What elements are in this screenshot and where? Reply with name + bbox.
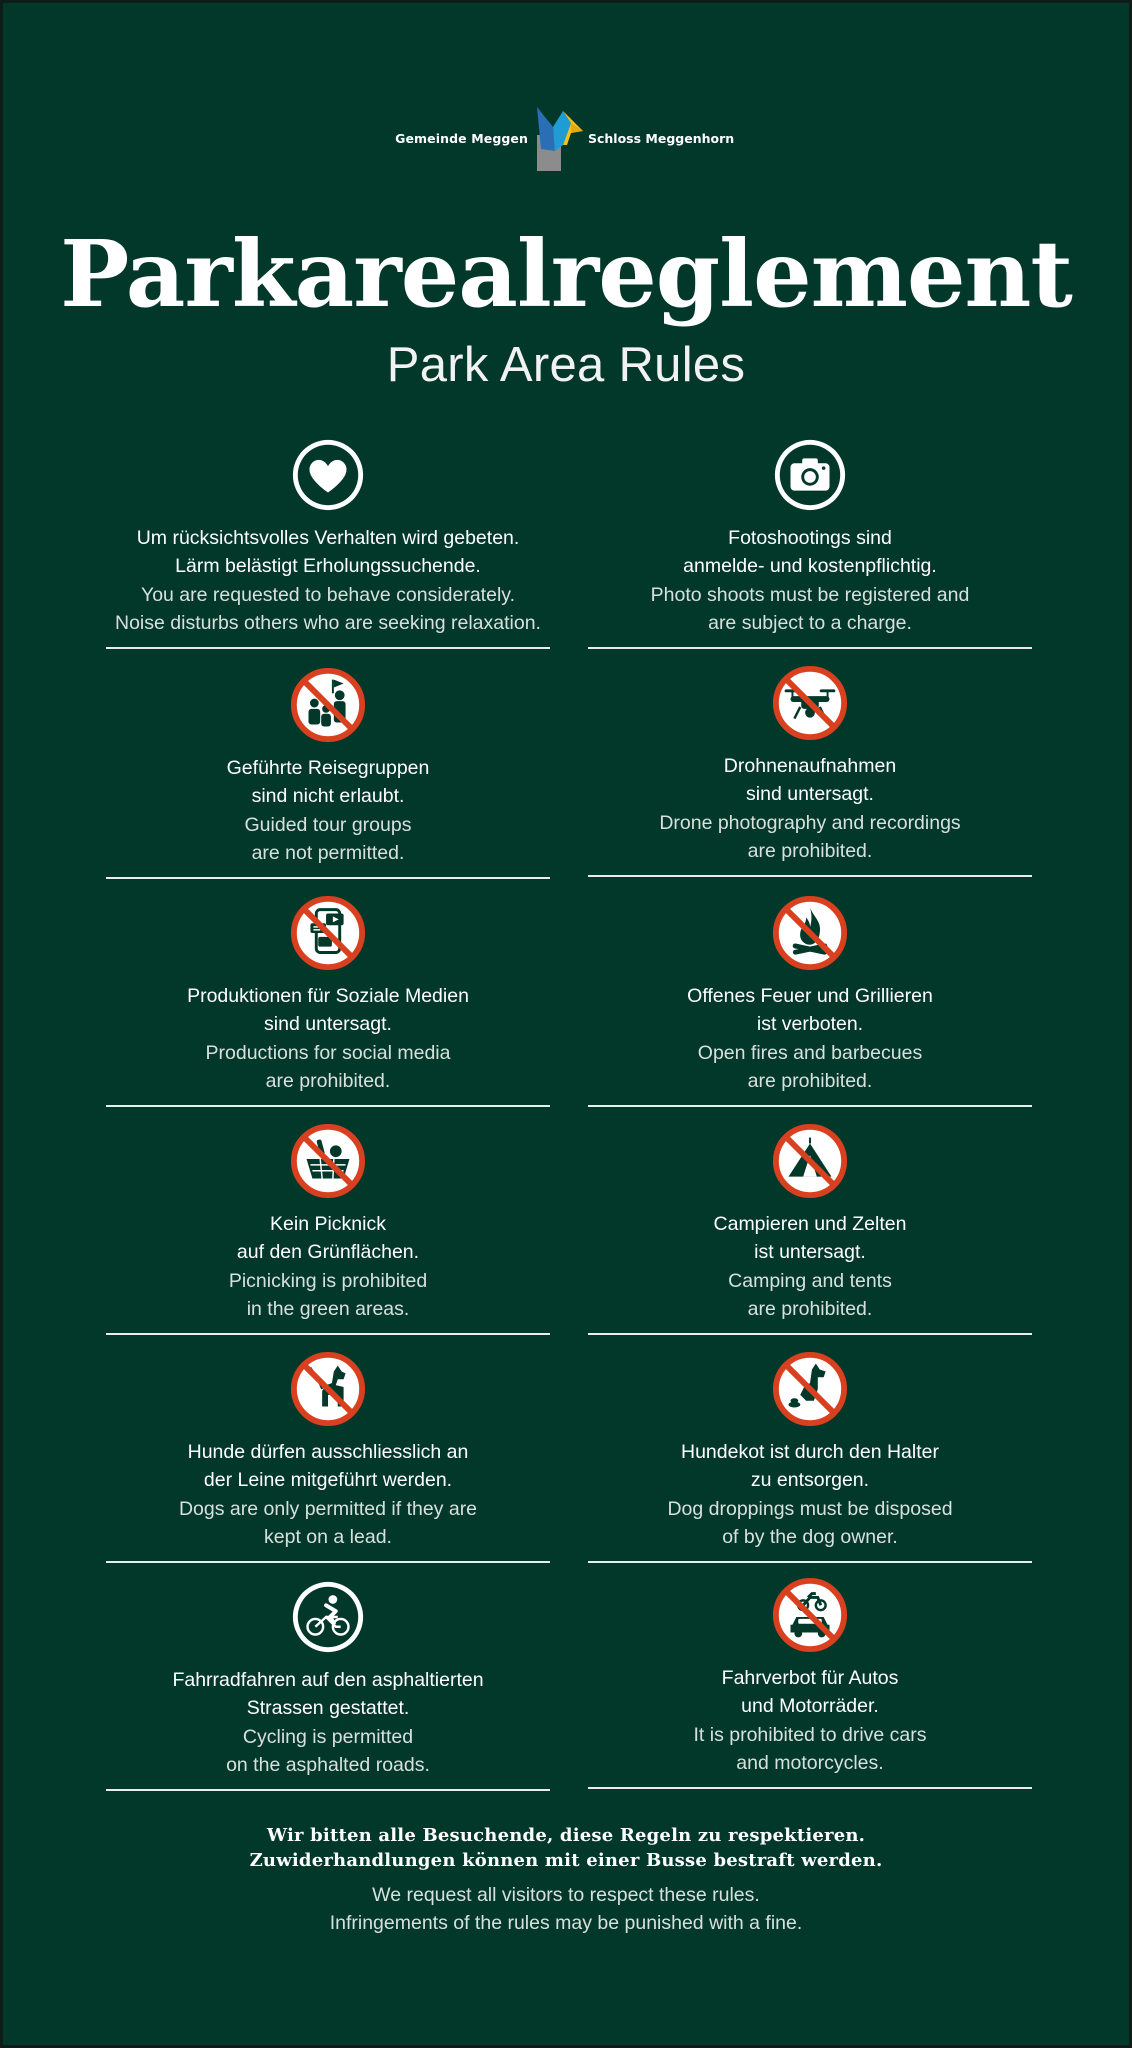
rule-text-de: Produktionen für Soziale Medien sind untersagt. (187, 985, 469, 1035)
divider (106, 877, 550, 879)
rule-text-de: Hundekot ist durch den Halter zu entsorgen. (681, 1441, 939, 1491)
rule-text-de: Kein Picknick auf den Grünflächen. (236, 1213, 420, 1263)
rule-text-de: Hunde dürfen ausschliesslich an der Leine mitgeführt werden. (187, 1441, 469, 1491)
logo-row (3, 103, 1129, 173)
heart-icon (289, 436, 367, 514)
divider (588, 1333, 1032, 1335)
meggen-logo-icon (533, 105, 585, 171)
picnic-basket-icon (289, 1122, 367, 1200)
rule-text-de: Fahrverbot für Autos und Motorräder. (721, 1667, 899, 1717)
rule-picnic (106, 1122, 550, 1350)
divider (588, 647, 1032, 649)
tour-group-icon (289, 666, 367, 744)
rule-text-en: Cycling is permitted on the asphalted roads. (226, 1726, 430, 1776)
rule-text-en: Guided tour groups are not permitted. (244, 814, 412, 864)
logo-text-schloss: Schloss Meggenhorn (588, 131, 735, 146)
logo-text-gemeinde: Gemeinde Meggen (395, 131, 528, 146)
social-media-icon (289, 894, 367, 972)
footer-text-de: Wir bitten alle Besuchende, diese Regeln zu respektieren. Zuwiderhandlungen können mit einer Busse bestraft werden. (249, 1825, 883, 1871)
dog-poop-icon (771, 1350, 849, 1428)
divider (588, 1561, 1032, 1563)
rule-text-en: Open fires and barbecues are prohibited. (697, 1042, 923, 1092)
rule-open-fires (588, 894, 1032, 1122)
page-subtitle: Park Area Rules (386, 338, 746, 392)
rule-text-de: Fotoshootings sind anmelde- und kostenpflichtig. (683, 527, 937, 577)
rule-behave-considerately (106, 436, 550, 664)
rule-text-en: Productions for social media are prohibited. (205, 1042, 451, 1092)
rule-text-en: Dogs are only permitted if they are kept on a lead. (178, 1498, 478, 1548)
rule-social-media (106, 894, 550, 1122)
rule-text-de: Campieren und Zelten ist untersagt. (713, 1213, 907, 1263)
tent-icon (771, 1122, 849, 1200)
rule-text-en: Dog droppings must be disposed of by the dog owner. (667, 1498, 953, 1548)
rule-photo-shoots (588, 436, 1032, 664)
divider (588, 875, 1032, 877)
divider (588, 1787, 1032, 1789)
divider (106, 1561, 550, 1563)
rule-dog-droppings (588, 1350, 1032, 1578)
bicycle-icon (289, 1578, 367, 1656)
divider (106, 1105, 550, 1107)
page-title: Parkarealreglement (60, 220, 1072, 328)
rule-text-de: Drohnenaufnahmen sind untersagt. (723, 755, 897, 805)
camera-icon (771, 436, 849, 514)
rule-text-en: It is prohibited to drive cars and motorcycles. (693, 1724, 927, 1774)
rule-text-en: You are requested to behave considerately. Noise disturbs others who are seeking relaxation. (115, 584, 541, 634)
drone-icon (771, 664, 849, 742)
divider (106, 1789, 550, 1791)
rule-tour-groups (106, 666, 550, 894)
rule-text-de: Fahrradfahren auf den asphaltierten Strassen gestattet. (172, 1669, 484, 1719)
divider (106, 647, 550, 649)
rule-drones (588, 664, 1032, 892)
rule-cycling (106, 1578, 550, 1806)
rule-text-de: Offenes Feuer und Grillieren ist verboten. (687, 985, 933, 1035)
park-rules-sign (3, 3, 1129, 2045)
car-motorcycle-icon (771, 1576, 849, 1654)
fire-icon (771, 894, 849, 972)
dog-leash-icon (289, 1350, 367, 1428)
rule-camping (588, 1122, 1032, 1350)
rule-text-de: Geführte Reisegruppen sind nicht erlaubt. (226, 757, 430, 807)
rule-text-de: Um rücksichtsvolles Verhalten wird gebeten. Lärm belästigt Erholungssuchende. (136, 527, 520, 577)
rule-text-en: Photo shoots must be registered and are subject to a charge. (650, 584, 970, 634)
divider (106, 1333, 550, 1335)
footer-text-en: We request all visitors to respect these rules. Infringements of the rules may be punished with a fine. (329, 1884, 803, 1934)
rule-text-en: Camping and tents are prohibited. (728, 1270, 892, 1320)
rule-text-en: Drone photography and recordings are prohibited. (659, 812, 961, 862)
footer-notice (3, 1823, 1129, 1937)
divider (588, 1105, 1032, 1107)
rule-dogs-leash (106, 1350, 550, 1578)
rule-text-en: Picnicking is prohibited in the green areas. (228, 1270, 428, 1320)
rule-no-motor-vehicles (588, 1576, 1032, 1804)
